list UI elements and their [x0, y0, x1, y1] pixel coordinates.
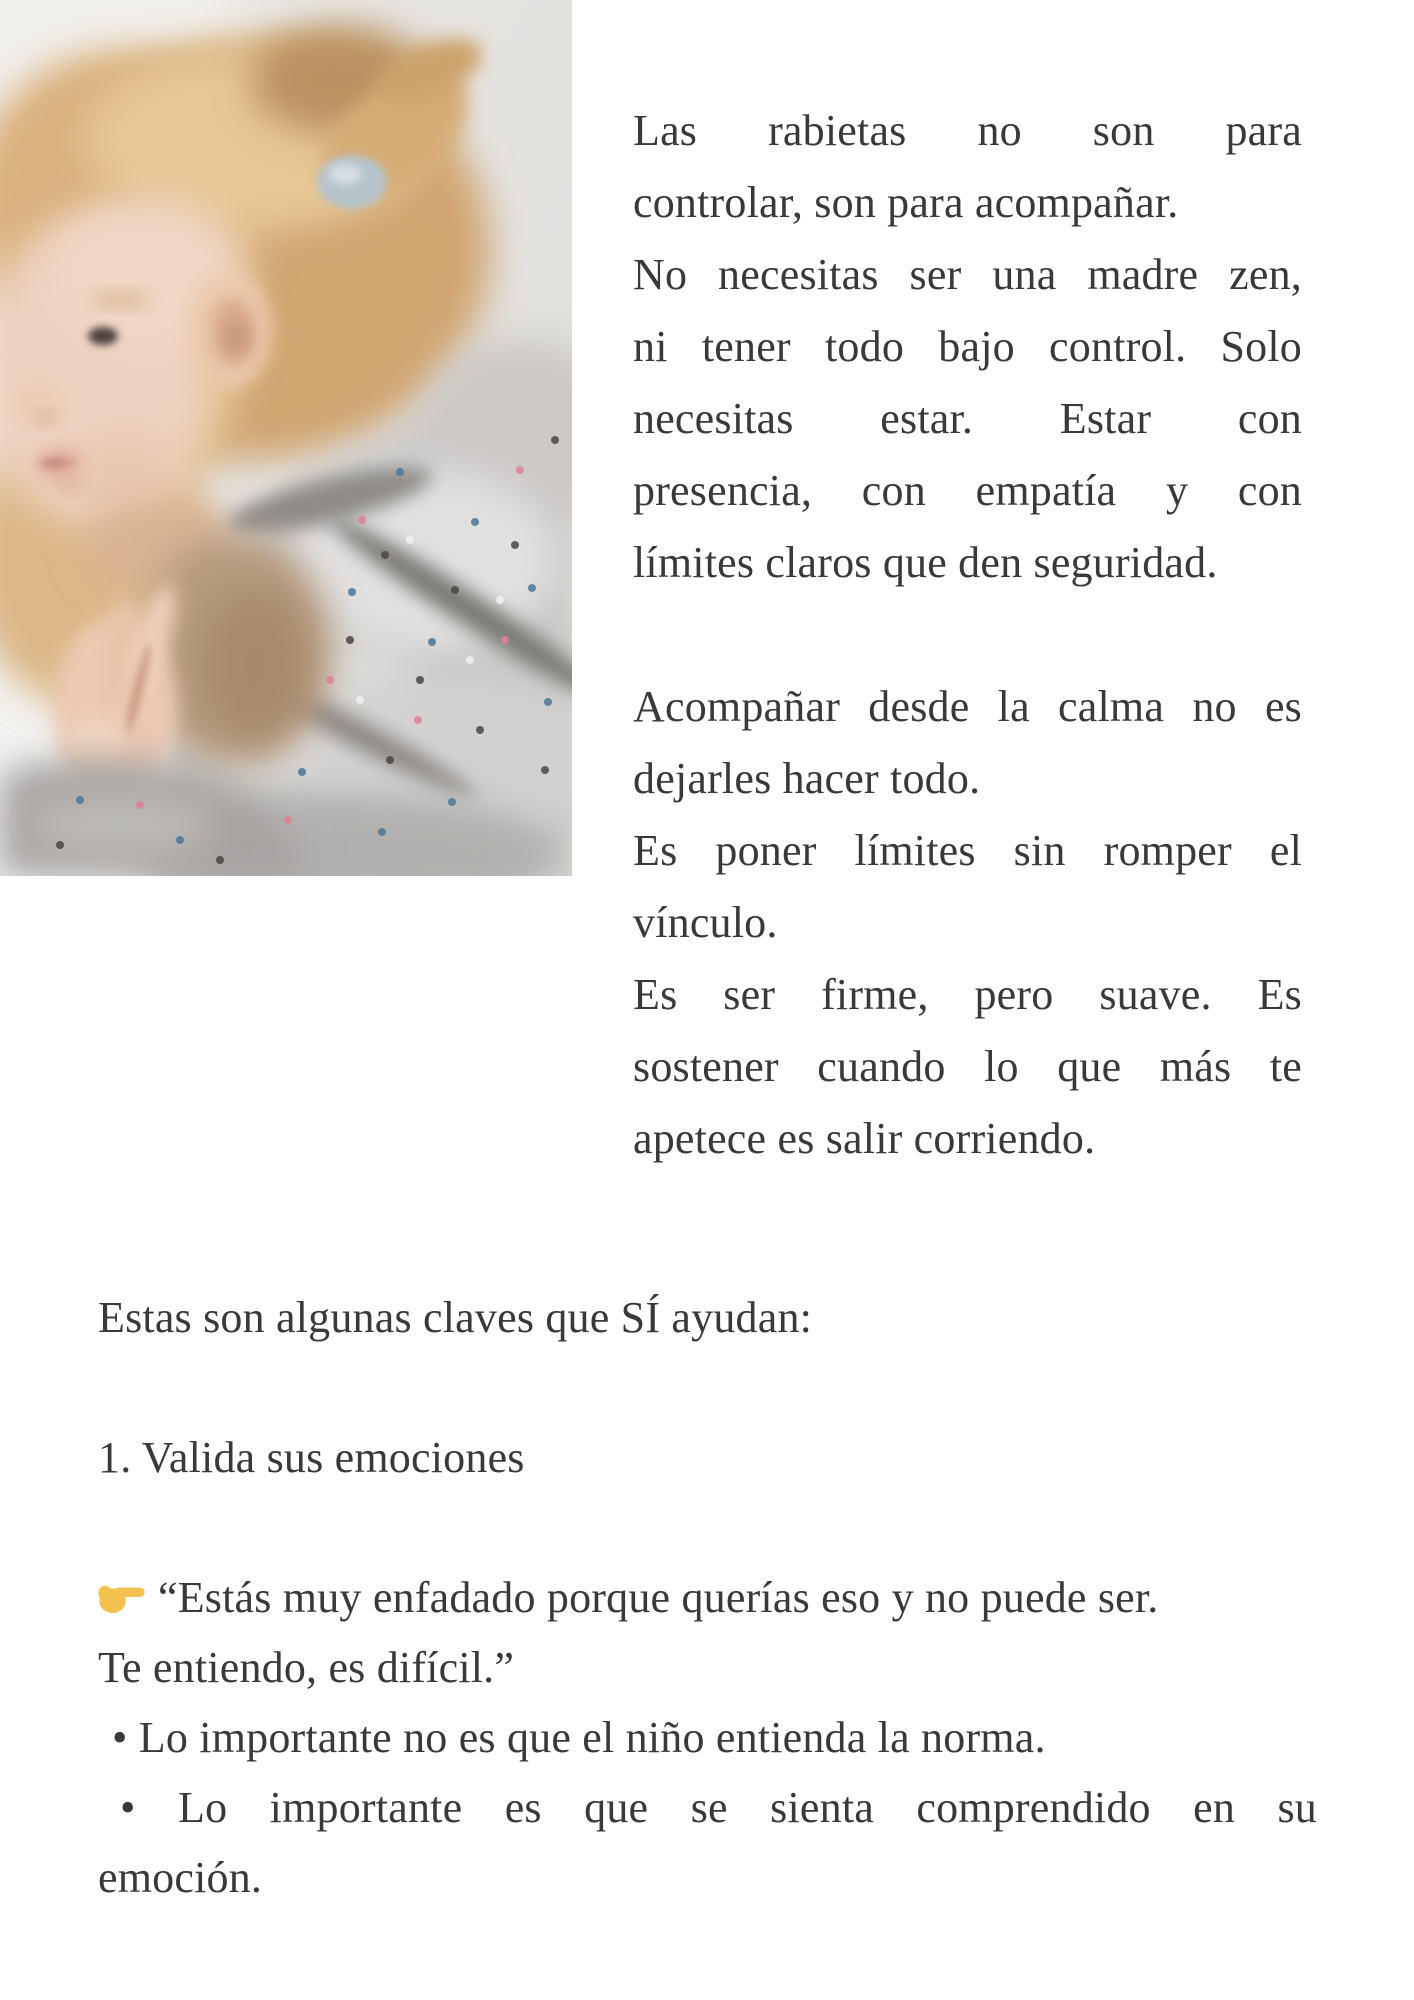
- example-quote-line-1: [98, 1563, 1317, 1633]
- bullet-1: • Lo importante no es que el niño entienda la norma.: [112, 1713, 1046, 1762]
- body-text-line-8: Acompañar desde la calma no es: [633, 682, 1302, 731]
- body-text-line-12: Es ser firme, pero suave. Es: [633, 970, 1302, 1019]
- body-text-line-10: Es poner límites sin romper el: [633, 826, 1302, 875]
- body-text-line-3: No necesitas ser una madre zen,: [633, 250, 1302, 299]
- pointing-right-hand-icon: [98, 1581, 146, 1615]
- body-text-line-1: Las rabietas no son para: [633, 106, 1302, 155]
- child-photo: [0, 0, 572, 876]
- body-text-line-6: presencia, con empatía y con: [633, 466, 1302, 515]
- right-text-column: [633, 95, 1302, 1175]
- bottom-text-section: [98, 1283, 1317, 1913]
- body-text-line-2: controlar, son para acompañar.: [633, 178, 1179, 227]
- body-text-line-7: límites claros que den seguridad.: [633, 538, 1218, 587]
- body-text-line-9: dejarles hacer todo.: [633, 754, 981, 803]
- body-text-line-11: vínculo.: [633, 898, 778, 947]
- child-photo-illustration: [0, 0, 572, 876]
- bullet-2-line-2: emoción.: [98, 1853, 263, 1902]
- body-text-line-4: ni tener todo bajo control. Solo: [633, 322, 1302, 371]
- list-item-1-title: 1. Valida sus emociones: [98, 1433, 525, 1482]
- line-text: “Estás muy enfadado porque querías eso y no puede ser.: [158, 1573, 1159, 1622]
- example-quote-line-2: Te entiendo, es difícil.”: [98, 1643, 515, 1692]
- body-text-line-14: apetece es salir corriendo.: [633, 1114, 1096, 1163]
- section-intro: Estas son algunas claves que SÍ ayudan:: [98, 1293, 813, 1342]
- body-text-line-5: necesitas estar. Estar con: [633, 394, 1302, 443]
- bullet-2-line-1: • Lo importante es que se sienta comprendido en su: [120, 1783, 1317, 1832]
- body-text-line-13: sostener cuando lo que más te: [633, 1042, 1302, 1091]
